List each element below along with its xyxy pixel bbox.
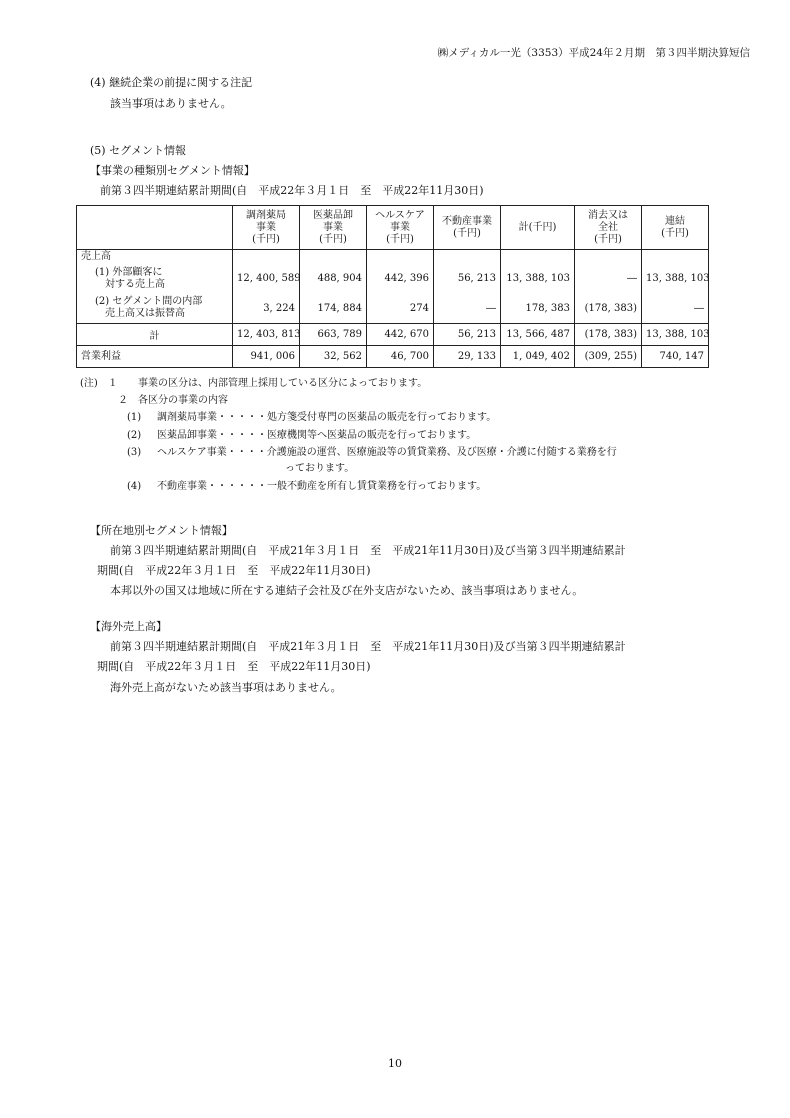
table-cell: ― — [434, 294, 501, 324]
table-cell: 12, 400, 589 — [233, 264, 300, 294]
business-segment-period: 前第３四半期連結累計期間(自 平成22年３月１日 至 平成22年11月30日) — [100, 184, 484, 197]
region-line-1: 前第３四半期連結累計期間(自 平成21年３月１日 至 平成21年11月30日)及び当第３四半期連結累計 — [110, 544, 626, 557]
note-item-text: 調剤薬局事業・・・・・処方箋受付専門の医薬品の販売を行っております。 — [157, 412, 497, 423]
region-segment-heading: 【所在地別セグメント情報】 — [90, 524, 233, 537]
page-header: ㈱メディカル一光（3353）平成24年２月期 第３四半期決算短信 — [437, 47, 750, 59]
overseas-sales-heading: 【海外売上高】 — [90, 620, 167, 633]
table-header-row — [77, 206, 709, 250]
table-cell: 46, 700 — [367, 346, 434, 368]
segment-table — [76, 205, 709, 368]
note-1-text: 事業の区分は、内部管理上採用している区分によっております。 — [138, 378, 428, 389]
table-cell: 13, 388, 103 — [642, 264, 709, 294]
note-item-number: (3) — [127, 447, 142, 458]
table-row-total — [77, 324, 709, 346]
column-header: 消去又は 全社 (千円) — [575, 206, 642, 250]
note-item-number: (4) — [127, 481, 142, 492]
row-label: 計 — [77, 324, 233, 346]
overseas-line-3: 海外売上高がないため該当事項はありません。 — [110, 681, 342, 694]
sales-label: 売上高 — [77, 250, 233, 264]
table-cell: (178, 383) — [575, 324, 642, 346]
table-cell: 274 — [367, 294, 434, 324]
column-header: 連結 (千円) — [642, 206, 709, 250]
header-blank — [77, 206, 233, 250]
region-line-2: 期間(自 平成22年３月１日 至 平成22年11月30日) — [97, 564, 371, 577]
table-cell: 32, 562 — [300, 346, 367, 368]
table-cell: 1, 049, 402 — [501, 346, 575, 368]
page-number: 10 — [388, 1057, 402, 1070]
table-cell: (178, 383) — [575, 294, 642, 324]
table-cell: 442, 670 — [367, 324, 434, 346]
table-cell: 488, 904 — [300, 264, 367, 294]
note-item-text-continued: っております。 — [285, 463, 355, 474]
section-4-body: 該当事項はありません。 — [110, 97, 232, 110]
column-header: 計(千円) — [501, 206, 575, 250]
table-cell: 442, 396 — [367, 264, 434, 294]
table-cell: ― — [642, 294, 709, 324]
table-cell: (309, 255) — [575, 346, 642, 368]
note-item-number: (1) — [127, 412, 142, 423]
table-row — [77, 264, 709, 294]
table-cell: 13, 388, 103 — [501, 264, 575, 294]
row-label: (1) 外部顧客に 対する売上高 — [77, 264, 233, 294]
note-2-prefix: ２ — [118, 395, 128, 406]
table-row-operating-income — [77, 346, 709, 368]
table-cell: 56, 213 — [434, 264, 501, 294]
overseas-line-1: 前第３四半期連結累計期間(自 平成21年３月１日 至 平成21年11月30日)及び当第３四半期連結累計 — [110, 640, 626, 653]
table-cell: 3, 224 — [233, 294, 300, 324]
row-label: 営業利益 — [77, 346, 233, 368]
business-segment-heading: 【事業の種類別セグメント情報】 — [90, 164, 255, 177]
region-line-3: 本邦以外の国又は地域に所在する連結子会社及び在外支店がないため、該当事項はありません。 — [110, 584, 584, 597]
note-2-text: 各区分の事業の内容 — [138, 395, 228, 406]
column-header: 医薬品卸 事業 (千円) — [300, 206, 367, 250]
table-cell: 941, 006 — [233, 346, 300, 368]
table-cell: 13, 566, 487 — [501, 324, 575, 346]
note-item-text: 不動産事業・・・・・・一般不動産を所有し賃貸業務を行っております。 — [157, 481, 487, 492]
section-4-title: (4) 継続企業の前提に関する注記 — [90, 76, 253, 89]
row-label: (2) セグメント間の内部 売上高又は振替高 — [77, 294, 233, 324]
column-header: ヘルスケア 事業 (千円) — [367, 206, 434, 250]
note-item-number: (2) — [127, 430, 142, 441]
note-item-text: ヘルスケア事業・・・・介護施設の運営、医療施設等の賃貸業務、及び医療・介護に付随する業務を行 — [157, 447, 617, 458]
table-cell: 740, 147 — [642, 346, 709, 368]
section-5-title: (5) セグメント情報 — [90, 144, 186, 157]
table-cell: ― — [575, 264, 642, 294]
column-header: 調剤薬局 事業 (千円) — [233, 206, 300, 250]
note-1-prefix: (注) １ — [80, 378, 118, 389]
table-cell: 663, 789 — [300, 324, 367, 346]
table-cell: 12, 403, 813 — [233, 324, 300, 346]
table-cell: 29, 133 — [434, 346, 501, 368]
table-cell: 13, 388, 103 — [642, 324, 709, 346]
table-cell: 178, 383 — [501, 294, 575, 324]
overseas-line-2: 期間(自 平成22年３月１日 至 平成22年11月30日) — [97, 660, 371, 673]
table-cell: 56, 213 — [434, 324, 501, 346]
table-row — [77, 294, 709, 324]
table-row — [77, 250, 709, 264]
table-cell: 174, 884 — [300, 294, 367, 324]
note-item-text: 医薬品卸事業・・・・・医療機関等へ医薬品の販売を行っております。 — [157, 430, 477, 441]
column-header: 不動産事業 (千円) — [434, 206, 501, 250]
